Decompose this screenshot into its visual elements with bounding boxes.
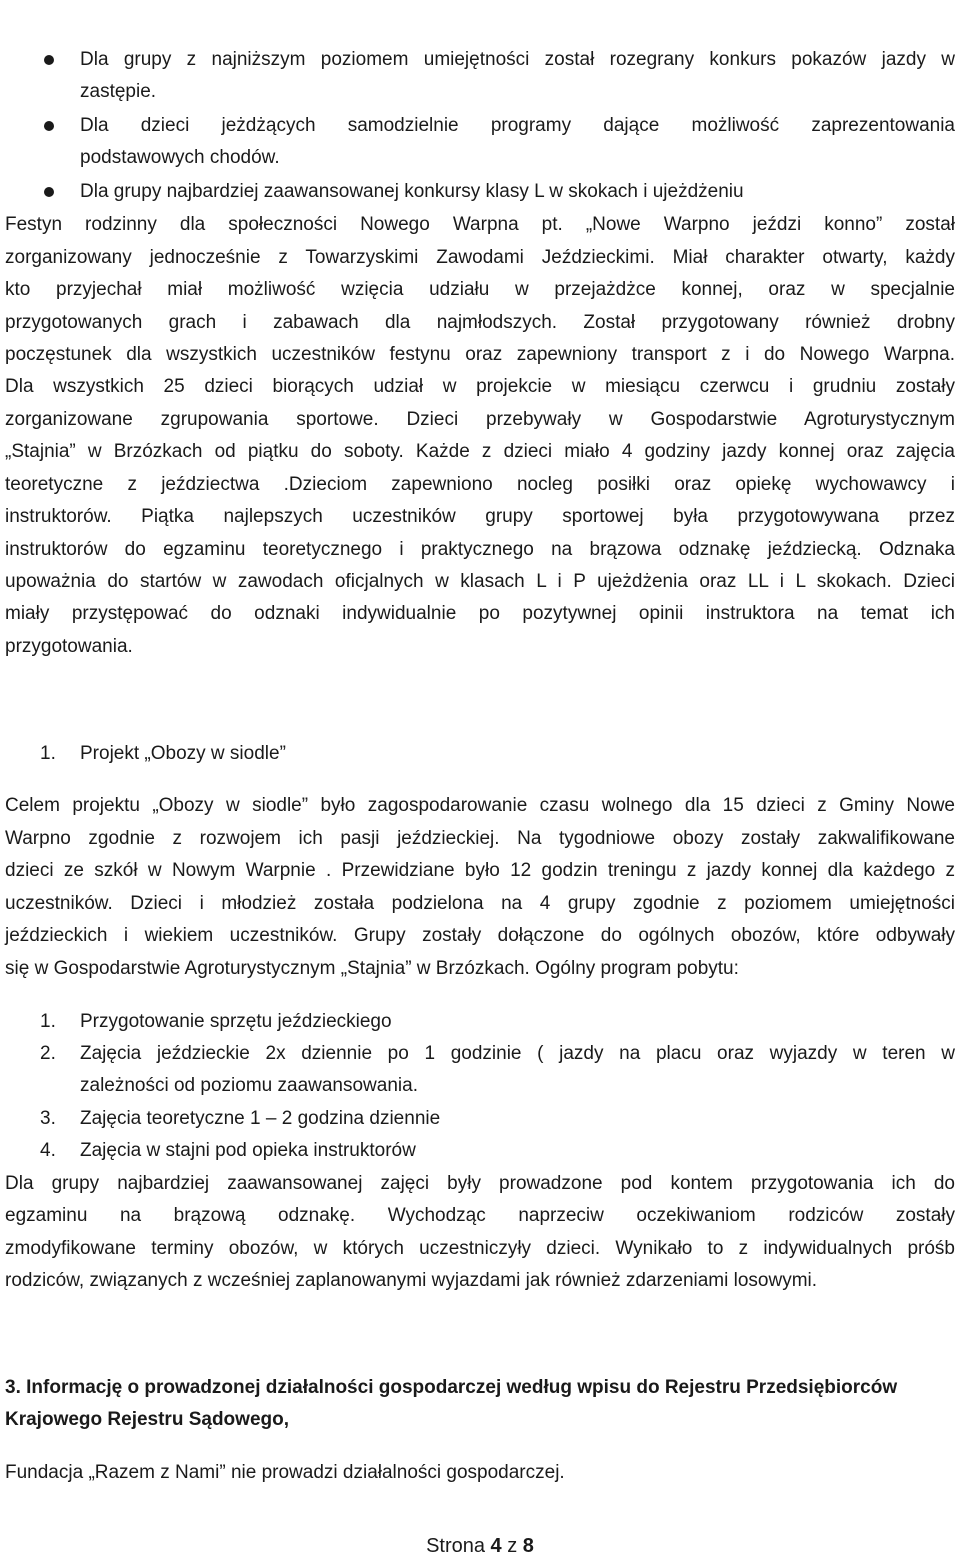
para2-line: Warpno zgodnie z rozwojem ich pasji jeździeckiej. Na tygodniowe obozy zostały zakwalifikowane	[5, 828, 955, 849]
para1-line: miały przystępować do odznaki indywidualnie po pozytywnej opinii instruktora na temat ich	[5, 603, 955, 624]
program-item-number: 3.	[40, 1108, 56, 1129]
footer-total-pages: 8	[522, 1535, 534, 1557]
para3-line: zmodyfikowane terminy obozów, w których uczestniczyły dzieci. Wynikało to z indywidualnych próśb	[5, 1238, 955, 1259]
bullet-3-line-1: Dla grupy najbardziej zaawansowanej konkursy klasy L w skokach i ujeżdżeniu	[80, 181, 744, 202]
para1-line: teoretyczne z jeździectwa .Dzieciom zapewniono nocleg posiłki oraz opiekę wychowawcy i	[5, 474, 955, 495]
program-item-number: 4.	[40, 1140, 56, 1161]
para2-line: Celem projektu „Obozy w siodle” było zagospodarowanie czasu wolnego dla 15 dzieci z Gminy Nowe	[5, 795, 955, 816]
para2-line: jeździeckich i wiekiem uczestników. Grupy zostały dołączone do ogólnych obozów, które odbywały	[5, 925, 955, 946]
program-item-number: 2.	[40, 1043, 56, 1064]
program-item: zależności od poziomu zaawansowania.	[80, 1075, 418, 1096]
bullet-2-line-2: podstawowych chodów.	[80, 147, 280, 168]
program-item: Przygotowanie sprzętu jeździeckiego	[80, 1011, 392, 1032]
para2-line: uczestników. Dzieci i młodzież została podzielona na 4 grupy zgodnie z poziomem umiejętności	[5, 893, 955, 914]
section-number: 1.	[40, 743, 56, 764]
para1-line: Dla wszystkich 25 dzieci biorących udział w projekcie w miesiącu czerwcu i grudniu zostały	[5, 376, 955, 397]
para1-line: „Stajnia” w Brzózkach od piątku do soboty. Każde z dzieci miało 4 godziny jazdy konnej oraz zajęcia	[5, 441, 955, 462]
para1-line: przygotowania.	[5, 636, 133, 657]
bullet-2-line-1: Dla dzieci jeżdżących samodzielnie programy dające możliwość zaprezentowania	[80, 115, 955, 136]
para1-line: przygotowanych grach i zabawach dla najmłodszych. Został przygotowany również drobny	[5, 312, 955, 333]
bullet-1-line-1: Dla grupy z najniższym poziomem umiejętności został rozegrany konkurs pokazów jazdy w	[80, 49, 955, 70]
para4: Fundacja „Razem z Nami” nie prowadzi działalności gospodarczej.	[5, 1462, 565, 1483]
para2-line: dzieci ze szkół w Nowym Warpnie . Przewidziane było 12 godzin treningu z jazdy konnej dla każdego z	[5, 860, 955, 881]
para1-line: upoważnia do startów w zawodach oficjalnych w klasach L i P ujeżdżenia oraz LL i L skokach. Dzieci	[5, 571, 955, 592]
para3-line: egzaminu na brązową odznakę. Wychodząc naprzeciw oczekiwaniom rodziców zostały	[5, 1205, 955, 1226]
section-title: Projekt „Obozy w siodle”	[80, 743, 286, 764]
footer-prefix: Strona	[426, 1535, 491, 1557]
para1-line: poczęstunek dla wszystkich uczestników festynu oraz zapewniony transport z i do Nowego Warpna.	[5, 344, 955, 365]
program-item: Zajęcia teoretyczne 1 – 2 godzina dziennie	[80, 1108, 441, 1129]
para1-line: instruktorów do egzaminu teoretycznego i praktycznego na brązowa odznakę jeździecką. Odznaka	[5, 539, 955, 560]
para3-line: Dla grupy najbardziej zaawansowanej zajęci były prowadzone pod kontem przygotowania ich do	[5, 1173, 955, 1194]
para1-line: kto przyjechał miał możliwość wzięcia udziału w przejażdżce konnej, oraz w specjalnie	[5, 279, 955, 300]
program-item: Zajęcia w stajni pod opieka instruktorów	[80, 1140, 416, 1161]
footer-mid: z	[501, 1535, 523, 1557]
bullet-dot	[44, 55, 54, 65]
section3-heading-line: 3. Informację o prowadzonej działalności gospodarczej według wpisu do Rejestru Przedsiębiorców	[5, 1377, 898, 1398]
bullet-dot	[44, 121, 54, 131]
section3-heading-line: Krajowego Rejestru Sądowego,	[5, 1409, 289, 1430]
para1-line: Festyn rodzinny dla społeczności Nowego Warpna pt. „Nowe Warpno jeździ konno” został	[5, 214, 955, 235]
bullet-dot	[44, 187, 54, 197]
para2-line: się w Gospodarstwie Agroturystycznym „Stajnia” w Brzózkach. Ogólny program pobytu:	[5, 958, 739, 979]
program-item-number: 1.	[40, 1011, 56, 1032]
page-footer	[0, 1533, 960, 1559]
para1-line: zorganizowane zgrupowania sportowe. Dzieci przebywały w Gospodarstwie Agroturystycznym	[5, 409, 955, 430]
para1-line: instruktorów. Piątka najlepszych uczestników grupy sportowej była przygotowywana przez	[5, 506, 955, 527]
bullet-1-line-2: zastępie.	[80, 81, 157, 102]
para1-line: zorganizowany jednocześnie z Towarzyskimi Zawodami Jeździeckimi. Miał charakter otwarty, każdy	[5, 247, 955, 268]
program-item: Zajęcia jeździeckie 2x dziennie po 1 godzinie ( jazdy na placu oraz wyjazdy w teren w	[80, 1043, 955, 1064]
footer-page-number: 4	[490, 1535, 502, 1557]
para3-line: rodziców, związanych z wcześniej zaplanowanymi wyjazdami jak również zdarzeniami losowymi.	[5, 1270, 818, 1291]
